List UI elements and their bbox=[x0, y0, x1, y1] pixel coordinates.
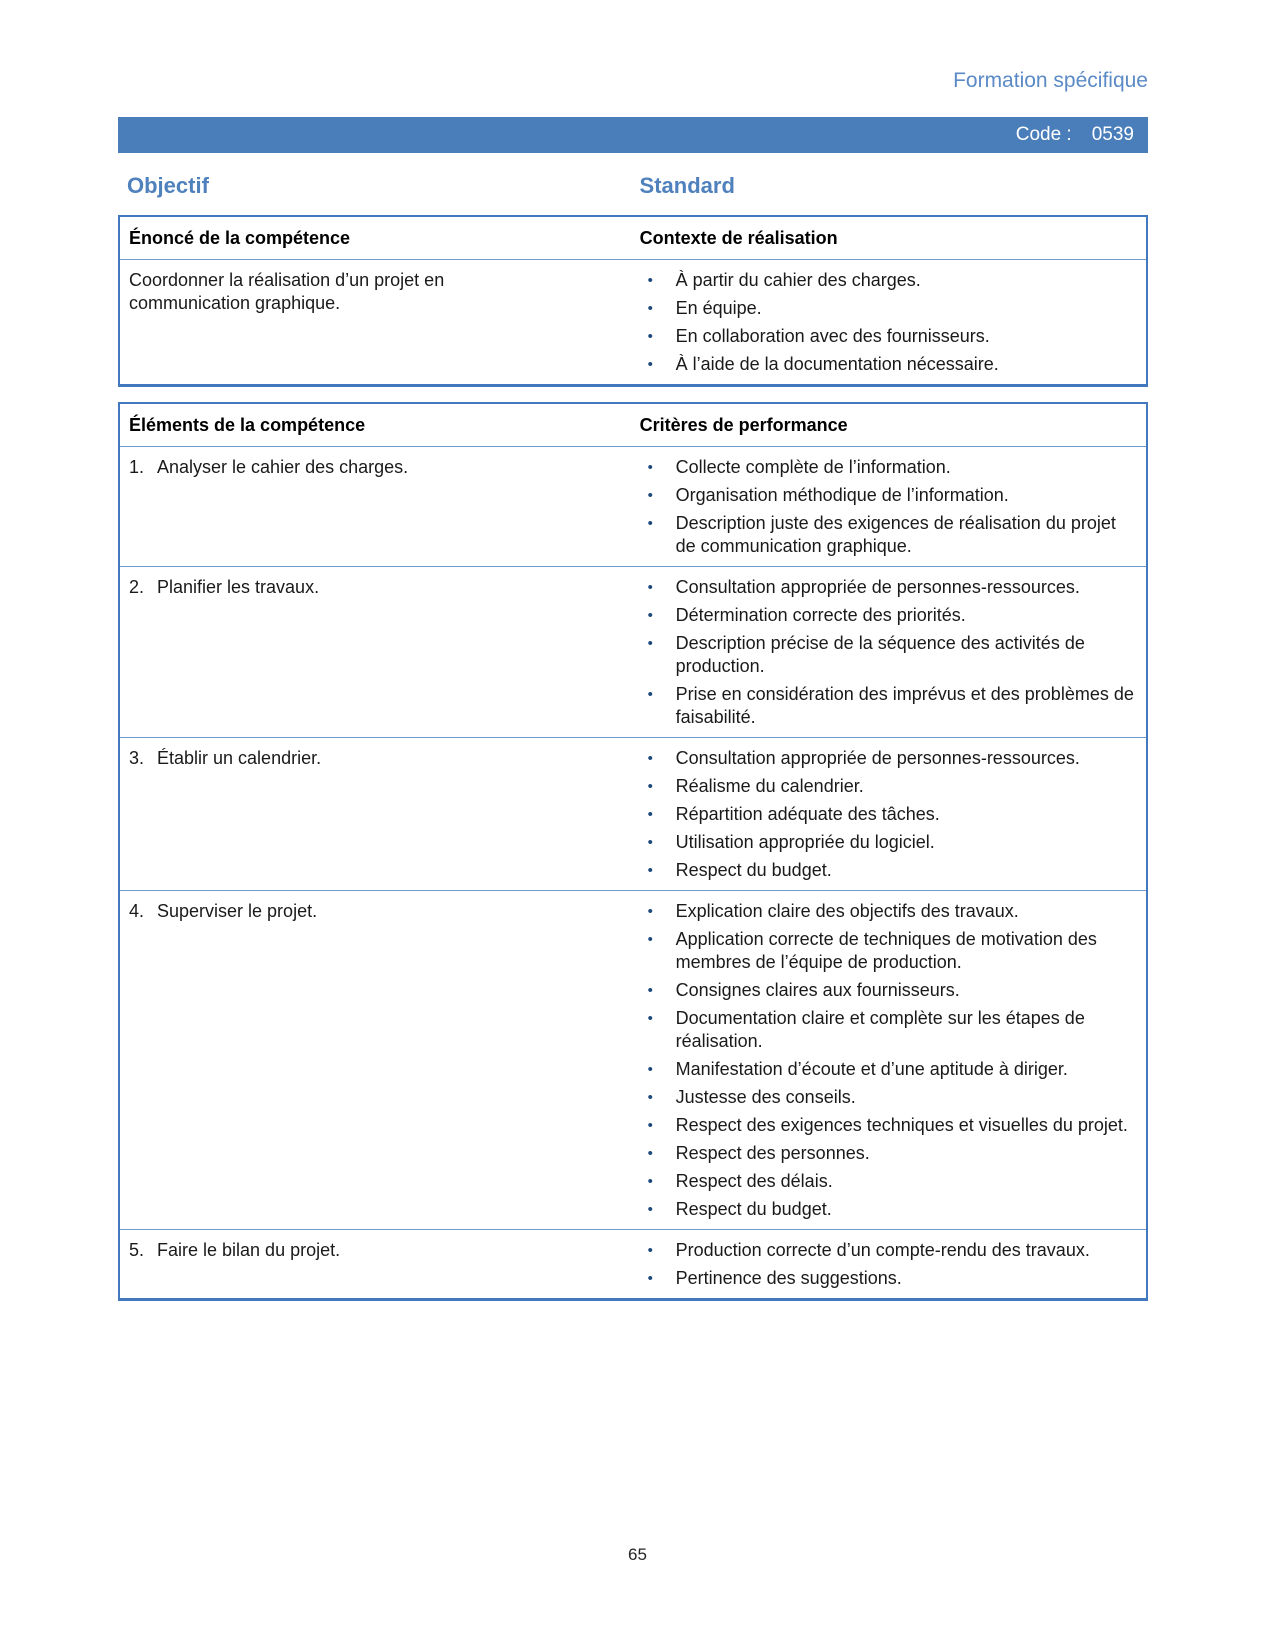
element-number: 2. bbox=[129, 577, 145, 597]
bullet-icon: • bbox=[647, 1242, 653, 1259]
context-bullet bbox=[648, 269, 1142, 292]
bullet-icon: • bbox=[647, 982, 653, 999]
criteria-bullet-text: Utilisation appropriée du logiciel. bbox=[675, 832, 935, 852]
table-row-element-3 bbox=[120, 737, 1146, 890]
bullet-icon: • bbox=[647, 1173, 653, 1190]
table-header-row bbox=[120, 404, 1146, 446]
page-number: 65 bbox=[628, 1545, 647, 1564]
code-label: Code : bbox=[1015, 124, 1072, 145]
context-bullet-text: À partir du cahier des charges. bbox=[675, 270, 921, 290]
criteria-bullet bbox=[648, 859, 1142, 882]
criteria-bullet bbox=[648, 900, 1142, 923]
bullet-icon: • bbox=[647, 903, 653, 920]
criteria-bullet-text: Détermination correcte des priorités. bbox=[675, 605, 966, 625]
heading-standard: Standard bbox=[639, 173, 735, 198]
element-number: 1. bbox=[129, 457, 145, 477]
bullet-icon: • bbox=[647, 1117, 653, 1134]
criteria-bullet bbox=[648, 979, 1142, 1002]
element-item bbox=[129, 456, 612, 479]
context-bullet-text: À l’aide de la documentation nécessaire. bbox=[675, 354, 999, 374]
criteria-bullet-text: Respect des délais. bbox=[675, 1171, 833, 1191]
element-text: Établir un calendrier. bbox=[157, 748, 322, 768]
element-text: Faire le bilan du projet. bbox=[157, 1240, 341, 1260]
criteria-bullet bbox=[648, 1267, 1142, 1290]
criteria-bullet-list bbox=[618, 900, 1142, 1221]
criteria-bullet bbox=[648, 928, 1142, 974]
element-text: Superviser le projet. bbox=[157, 901, 318, 921]
criteria-bullet bbox=[648, 831, 1142, 854]
criteria-bullet-text: Réalisme du calendrier. bbox=[675, 776, 864, 796]
bullet-icon: • bbox=[647, 1201, 653, 1218]
table-row bbox=[120, 259, 1146, 384]
bullet-icon: • bbox=[647, 272, 653, 289]
competence-elements-table bbox=[118, 402, 1148, 1301]
table-header-row bbox=[120, 217, 1146, 259]
criteria-bullet-text: Répartition adéquate des tâches. bbox=[675, 804, 940, 824]
criteria-bullet-text: Description précise de la séquence des activités de production. bbox=[675, 633, 1085, 676]
context-bullet bbox=[648, 325, 1142, 348]
criteria-bullet-text: Consignes claires aux fournisseurs. bbox=[675, 980, 960, 1000]
criteria-bullet-text: Consultation appropriée de personnes-ressources. bbox=[675, 577, 1080, 597]
bullet-icon: • bbox=[647, 579, 653, 596]
criteria-bullet bbox=[648, 1086, 1142, 1109]
criteria-bullet bbox=[648, 1170, 1142, 1193]
criteria-bullet bbox=[648, 1239, 1142, 1262]
criteria-bullet bbox=[648, 456, 1142, 479]
bullet-icon: • bbox=[647, 607, 653, 624]
criteria-bullet-list bbox=[618, 456, 1142, 558]
table-row-element-5 bbox=[120, 1229, 1146, 1298]
bullet-icon: • bbox=[647, 635, 653, 652]
bullet-icon: • bbox=[647, 328, 653, 345]
bullet-icon: • bbox=[647, 515, 653, 532]
criteria-bullet-text: Pertinence des suggestions. bbox=[675, 1268, 902, 1288]
context-bullet-text: En collaboration avec des fournisseurs. bbox=[675, 326, 990, 346]
bullet-icon: • bbox=[647, 806, 653, 823]
bullet-icon: • bbox=[647, 834, 653, 851]
element-item bbox=[129, 1239, 612, 1262]
bullet-icon: • bbox=[647, 459, 653, 476]
bullet-icon: • bbox=[647, 931, 653, 948]
bullet-icon: • bbox=[647, 1089, 653, 1106]
bullet-icon: • bbox=[647, 750, 653, 767]
criteria-bullet-text: Manifestation d’écoute et d’une aptitude à diriger. bbox=[675, 1059, 1068, 1079]
bullet-icon: • bbox=[647, 862, 653, 879]
table-row-element-4 bbox=[120, 890, 1146, 1229]
criteria-bullet bbox=[648, 512, 1142, 558]
criteria-bullet bbox=[648, 484, 1142, 507]
header-enonce: Énoncé de la compétence bbox=[129, 228, 351, 248]
context-bullet-text: En équipe. bbox=[675, 298, 762, 318]
header-criteres: Critères de performance bbox=[639, 415, 848, 435]
criteria-bullet bbox=[648, 683, 1142, 729]
criteria-bullet-text: Collecte complète de l’information. bbox=[675, 457, 951, 477]
criteria-bullet bbox=[648, 604, 1142, 627]
criteria-bullet-list bbox=[618, 1239, 1142, 1290]
document-section-title: Formation spécifique bbox=[953, 69, 1148, 92]
element-text: Planifier les travaux. bbox=[157, 577, 320, 597]
criteria-bullet bbox=[648, 1142, 1142, 1165]
bullet-icon: • bbox=[647, 1270, 653, 1287]
bullet-icon: • bbox=[647, 1061, 653, 1078]
criteria-bullet-text: Documentation claire et complète sur les étapes de réalisation. bbox=[675, 1008, 1085, 1051]
code-value: 0539 bbox=[1091, 124, 1134, 145]
bullet-icon: • bbox=[647, 356, 653, 373]
element-number: 4. bbox=[129, 901, 145, 921]
criteria-bullet-text: Respect du budget. bbox=[675, 860, 832, 880]
bullet-icon: • bbox=[647, 300, 653, 317]
bullet-icon: • bbox=[647, 1145, 653, 1162]
criteria-bullet bbox=[648, 632, 1142, 678]
table-row-element-1 bbox=[120, 446, 1146, 566]
criteria-bullet-text: Consultation appropriée de personnes-ressources. bbox=[675, 748, 1080, 768]
code-bar bbox=[118, 117, 1148, 153]
table-row-element-2 bbox=[120, 566, 1146, 737]
competence-statement-table bbox=[118, 215, 1148, 387]
context-bullet bbox=[648, 353, 1142, 376]
criteria-bullet-text: Respect des personnes. bbox=[675, 1143, 870, 1163]
criteria-bullet-text: Production correcte d’un compte-rendu des travaux. bbox=[675, 1240, 1090, 1260]
element-number: 3. bbox=[129, 748, 145, 768]
criteria-bullet bbox=[648, 775, 1142, 798]
criteria-bullet bbox=[648, 576, 1142, 599]
criteria-bullet bbox=[648, 1114, 1142, 1137]
element-item bbox=[129, 900, 612, 923]
header-contexte: Contexte de réalisation bbox=[639, 228, 838, 248]
criteria-bullet bbox=[648, 1007, 1142, 1053]
heading-objectif: Objectif bbox=[127, 173, 209, 198]
element-text: Analyser le cahier des charges. bbox=[157, 457, 409, 477]
criteria-bullet-text: Respect du budget. bbox=[675, 1199, 832, 1219]
bullet-icon: • bbox=[647, 686, 653, 703]
element-item bbox=[129, 747, 612, 770]
context-bullet bbox=[648, 297, 1142, 320]
bullet-icon: • bbox=[647, 1010, 653, 1027]
criteria-bullet-text: Explication claire des objectifs des travaux. bbox=[675, 901, 1019, 921]
header-elements: Éléments de la compétence bbox=[129, 415, 366, 435]
competence-statement: Coordonner la réalisation d’un projet en communication graphique. bbox=[129, 270, 445, 313]
criteria-bullet-text: Organisation méthodique de l’information. bbox=[675, 485, 1009, 505]
criteria-bullet-list bbox=[618, 747, 1142, 882]
criteria-bullet bbox=[648, 747, 1142, 770]
criteria-bullet bbox=[648, 803, 1142, 826]
bullet-icon: • bbox=[647, 487, 653, 504]
criteria-bullet-text: Respect des exigences techniques et visuelles du projet. bbox=[675, 1115, 1128, 1135]
criteria-bullet-text: Application correcte de techniques de motivation des membres de l’équipe de production. bbox=[675, 929, 1097, 972]
bullet-icon: • bbox=[647, 778, 653, 795]
criteria-bullet-text: Prise en considération des imprévus et des problèmes de faisabilité. bbox=[675, 684, 1134, 727]
criteria-bullet bbox=[648, 1198, 1142, 1221]
criteria-bullet-text: Justesse des conseils. bbox=[675, 1087, 856, 1107]
element-item bbox=[129, 576, 612, 599]
criteria-bullet-list bbox=[618, 576, 1142, 729]
section-headings bbox=[118, 172, 1148, 200]
criteria-bullet bbox=[648, 1058, 1142, 1081]
context-bullet-list bbox=[618, 269, 1142, 376]
element-number: 5. bbox=[129, 1240, 145, 1260]
criteria-bullet-text: Description juste des exigences de réalisation du projet de communication graphique. bbox=[675, 513, 1116, 556]
page-content bbox=[118, 0, 1148, 1301]
